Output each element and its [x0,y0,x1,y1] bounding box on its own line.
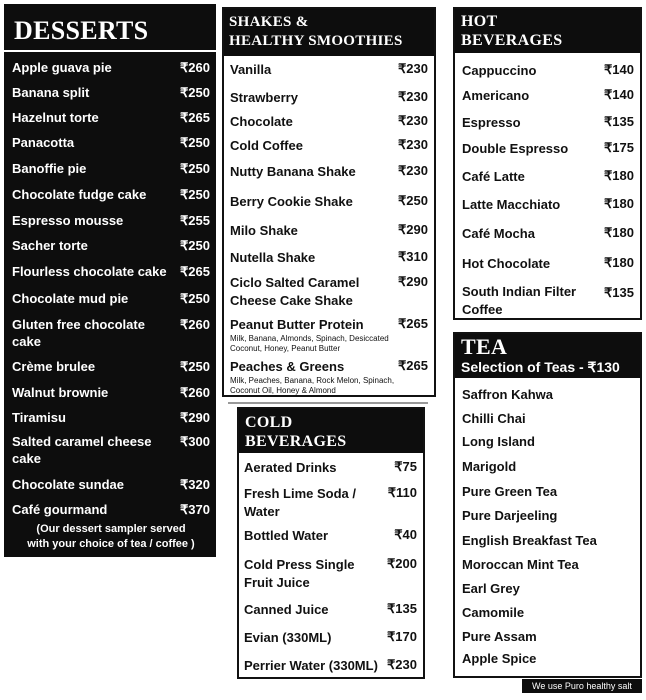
tea-item: Camomile [462,605,525,620]
item-name: Ciclo Salted Caramel Cheese Cake Shake [230,275,360,308]
item-name: Flourless chocolate cake [12,264,167,279]
item-price: ₹250 [180,359,210,374]
item-price: ₹310 [398,249,428,264]
item-name: Cold Coffee [230,138,303,153]
tea-item: Saffron Kahwa [462,387,554,402]
item-price: ₹135 [387,601,417,616]
item-price: ₹230 [398,113,428,128]
item-name: Aerated Drinks [244,460,337,475]
item-price: ₹230 [387,657,417,672]
tea-title: TEA [461,334,508,359]
item-name: Bottled Water [244,528,329,543]
tea-item: Marigold [462,459,517,474]
item-name: Espresso mousse [12,213,124,228]
item-name: Vanilla [230,62,272,77]
cold-beverages-panel [237,407,425,679]
item-name: Apple guava pie [12,60,112,75]
item-price: ₹250 [180,291,210,306]
hot-beverages-panel [453,7,642,320]
item-name: Hot Chocolate [462,256,551,271]
item-ingredients: Milk, Banana, Almonds, Spinach, Desiccated Coconut, Honey, Peanut Butter [230,334,389,353]
item-name: Banoffie pie [12,161,87,176]
item-price: ₹260 [180,385,210,400]
item-name: Café gourmand [12,502,108,517]
item-price: ₹140 [604,62,634,77]
item-price: ₹135 [604,285,634,300]
section-divider [228,402,428,404]
item-name: Hazelnut torte [12,110,99,125]
dessert-sampler-note [12,522,210,552]
item-name: Fresh Lime Soda / Water [244,486,356,519]
item-price: ₹135 [604,114,634,129]
item-name: Panacotta [12,135,75,150]
item-name: Chocolate fudge cake [12,187,147,202]
item-name: Sacher torte [12,238,88,253]
item-price: ₹250 [180,187,210,202]
item-name: Café Latte [462,169,525,184]
tea-item: Pure Darjeeling [462,508,558,523]
item-name: Evian (330ML) [244,630,332,645]
item-price: ₹110 [387,485,417,500]
item-name: Cappuccino [462,63,537,78]
item-name: Crème brulee [12,359,96,374]
tea-item: Long Island [462,434,535,449]
item-price: ₹300 [180,434,210,449]
item-name: Espresso [462,115,521,130]
item-name: Perrier Water (330ML) [244,658,378,673]
item-price: ₹230 [398,61,428,76]
item-name: Tiramisu [12,410,66,425]
item-name: Milo Shake [230,223,298,238]
item-name: Café Mocha [462,226,535,241]
shakes-panel [222,7,436,397]
item-name: Strawberry [230,90,298,105]
item-price: ₹180 [604,225,634,240]
item-price: ₹265 [180,264,210,279]
item-price: ₹260 [180,317,210,332]
item-name: Latte Macchiato [462,197,561,212]
item-price: ₹140 [604,87,634,102]
cold-title-line: BEVERAGES [245,433,347,450]
item-ingredients: Milk, Peaches, Banana, Rock Melon, Spinach, Coconut Oil, Honey & Almond [230,376,395,395]
item-name: Nutty Banana Shake [230,164,356,179]
item-price: ₹175 [604,140,634,155]
item-name: Salted caramel cheese cake [12,434,152,466]
item-price: ₹250 [180,85,210,100]
salt-note: We use Puro healthy salt [522,679,642,693]
tea-item: English Breakfast Tea [462,533,597,548]
hot-title-line: HOT [461,13,498,30]
desserts-panel [4,4,216,557]
item-price: ₹320 [180,477,210,492]
hot-beverages-header [455,9,640,53]
item-price: ₹170 [387,629,417,644]
item-price: ₹250 [180,161,210,176]
item-price: ₹265 [398,358,428,373]
item-name: Chocolate mud pie [12,291,129,306]
item-price: ₹40 [394,527,417,542]
tea-item: Moroccan Mint Tea [462,557,579,572]
item-price: ₹230 [398,163,428,178]
item-name: Chocolate [230,114,293,129]
cold-title-line: COLD [245,414,293,431]
item-name: Americano [462,88,530,103]
tea-item: Earl Grey [462,581,520,596]
tea-item: Pure Assam [462,629,537,644]
item-price: ₹180 [604,168,634,183]
hot-title-line: BEVERAGES [461,32,563,49]
tea-subtitle: Selection of Teas - ₹130 [461,359,620,375]
item-name: Peanut Butter Protein [230,317,364,332]
item-price: ₹250 [180,238,210,253]
item-price: ₹200 [387,556,417,571]
menu-item-with-ingredients [230,316,400,354]
item-price: ₹250 [180,135,210,150]
item-name: South Indian Filter Coffee [462,284,577,317]
shakes-title-line: SHAKES & [229,14,309,30]
tea-header [455,334,640,378]
tea-item: Apple Spice [462,651,537,666]
item-price: ₹255 [180,213,210,228]
item-price: ₹250 [398,193,428,208]
item-name: Chocolate sundae [12,477,124,492]
item-price: ₹180 [604,196,634,211]
item-price: ₹230 [398,89,428,104]
item-price: ₹260 [180,60,210,75]
note-line: with your choice of tea / coffee ) [27,538,195,550]
item-price: ₹290 [398,222,428,237]
tea-panel [453,332,642,678]
menu-item-with-ingredients [230,358,400,396]
item-name: Berry Cookie Shake [230,194,353,209]
item-name: Nutella Shake [230,250,316,265]
item-name: Banana split [12,85,90,100]
item-name: Gluten free chocolate cake [12,317,145,349]
item-name: Cold Press Single Fruit Juice [244,557,355,590]
item-price: ₹75 [394,459,417,474]
cold-beverages-header [239,409,423,453]
item-name: Canned Juice [244,602,329,617]
item-price: ₹180 [604,255,634,270]
item-name: Double Espresso [462,141,569,156]
desserts-title: DESSERTS [14,16,149,45]
tea-item: Chilli Chai [462,411,526,426]
shakes-header [224,9,434,56]
tea-item: Pure Green Tea [462,484,558,499]
item-price: ₹265 [398,316,428,331]
item-price: ₹290 [180,410,210,425]
note-line: (Our dessert sampler served [36,523,186,535]
shakes-title-line: HEALTHY SMOOTHIES [229,33,403,49]
desserts-divider [4,50,216,52]
item-price: ₹265 [180,110,210,125]
item-price: ₹370 [180,502,210,517]
item-name: Peaches & Greens [230,359,345,374]
item-name: Walnut brownie [12,385,109,400]
item-price: ₹290 [398,274,428,289]
item-price: ₹230 [398,137,428,152]
